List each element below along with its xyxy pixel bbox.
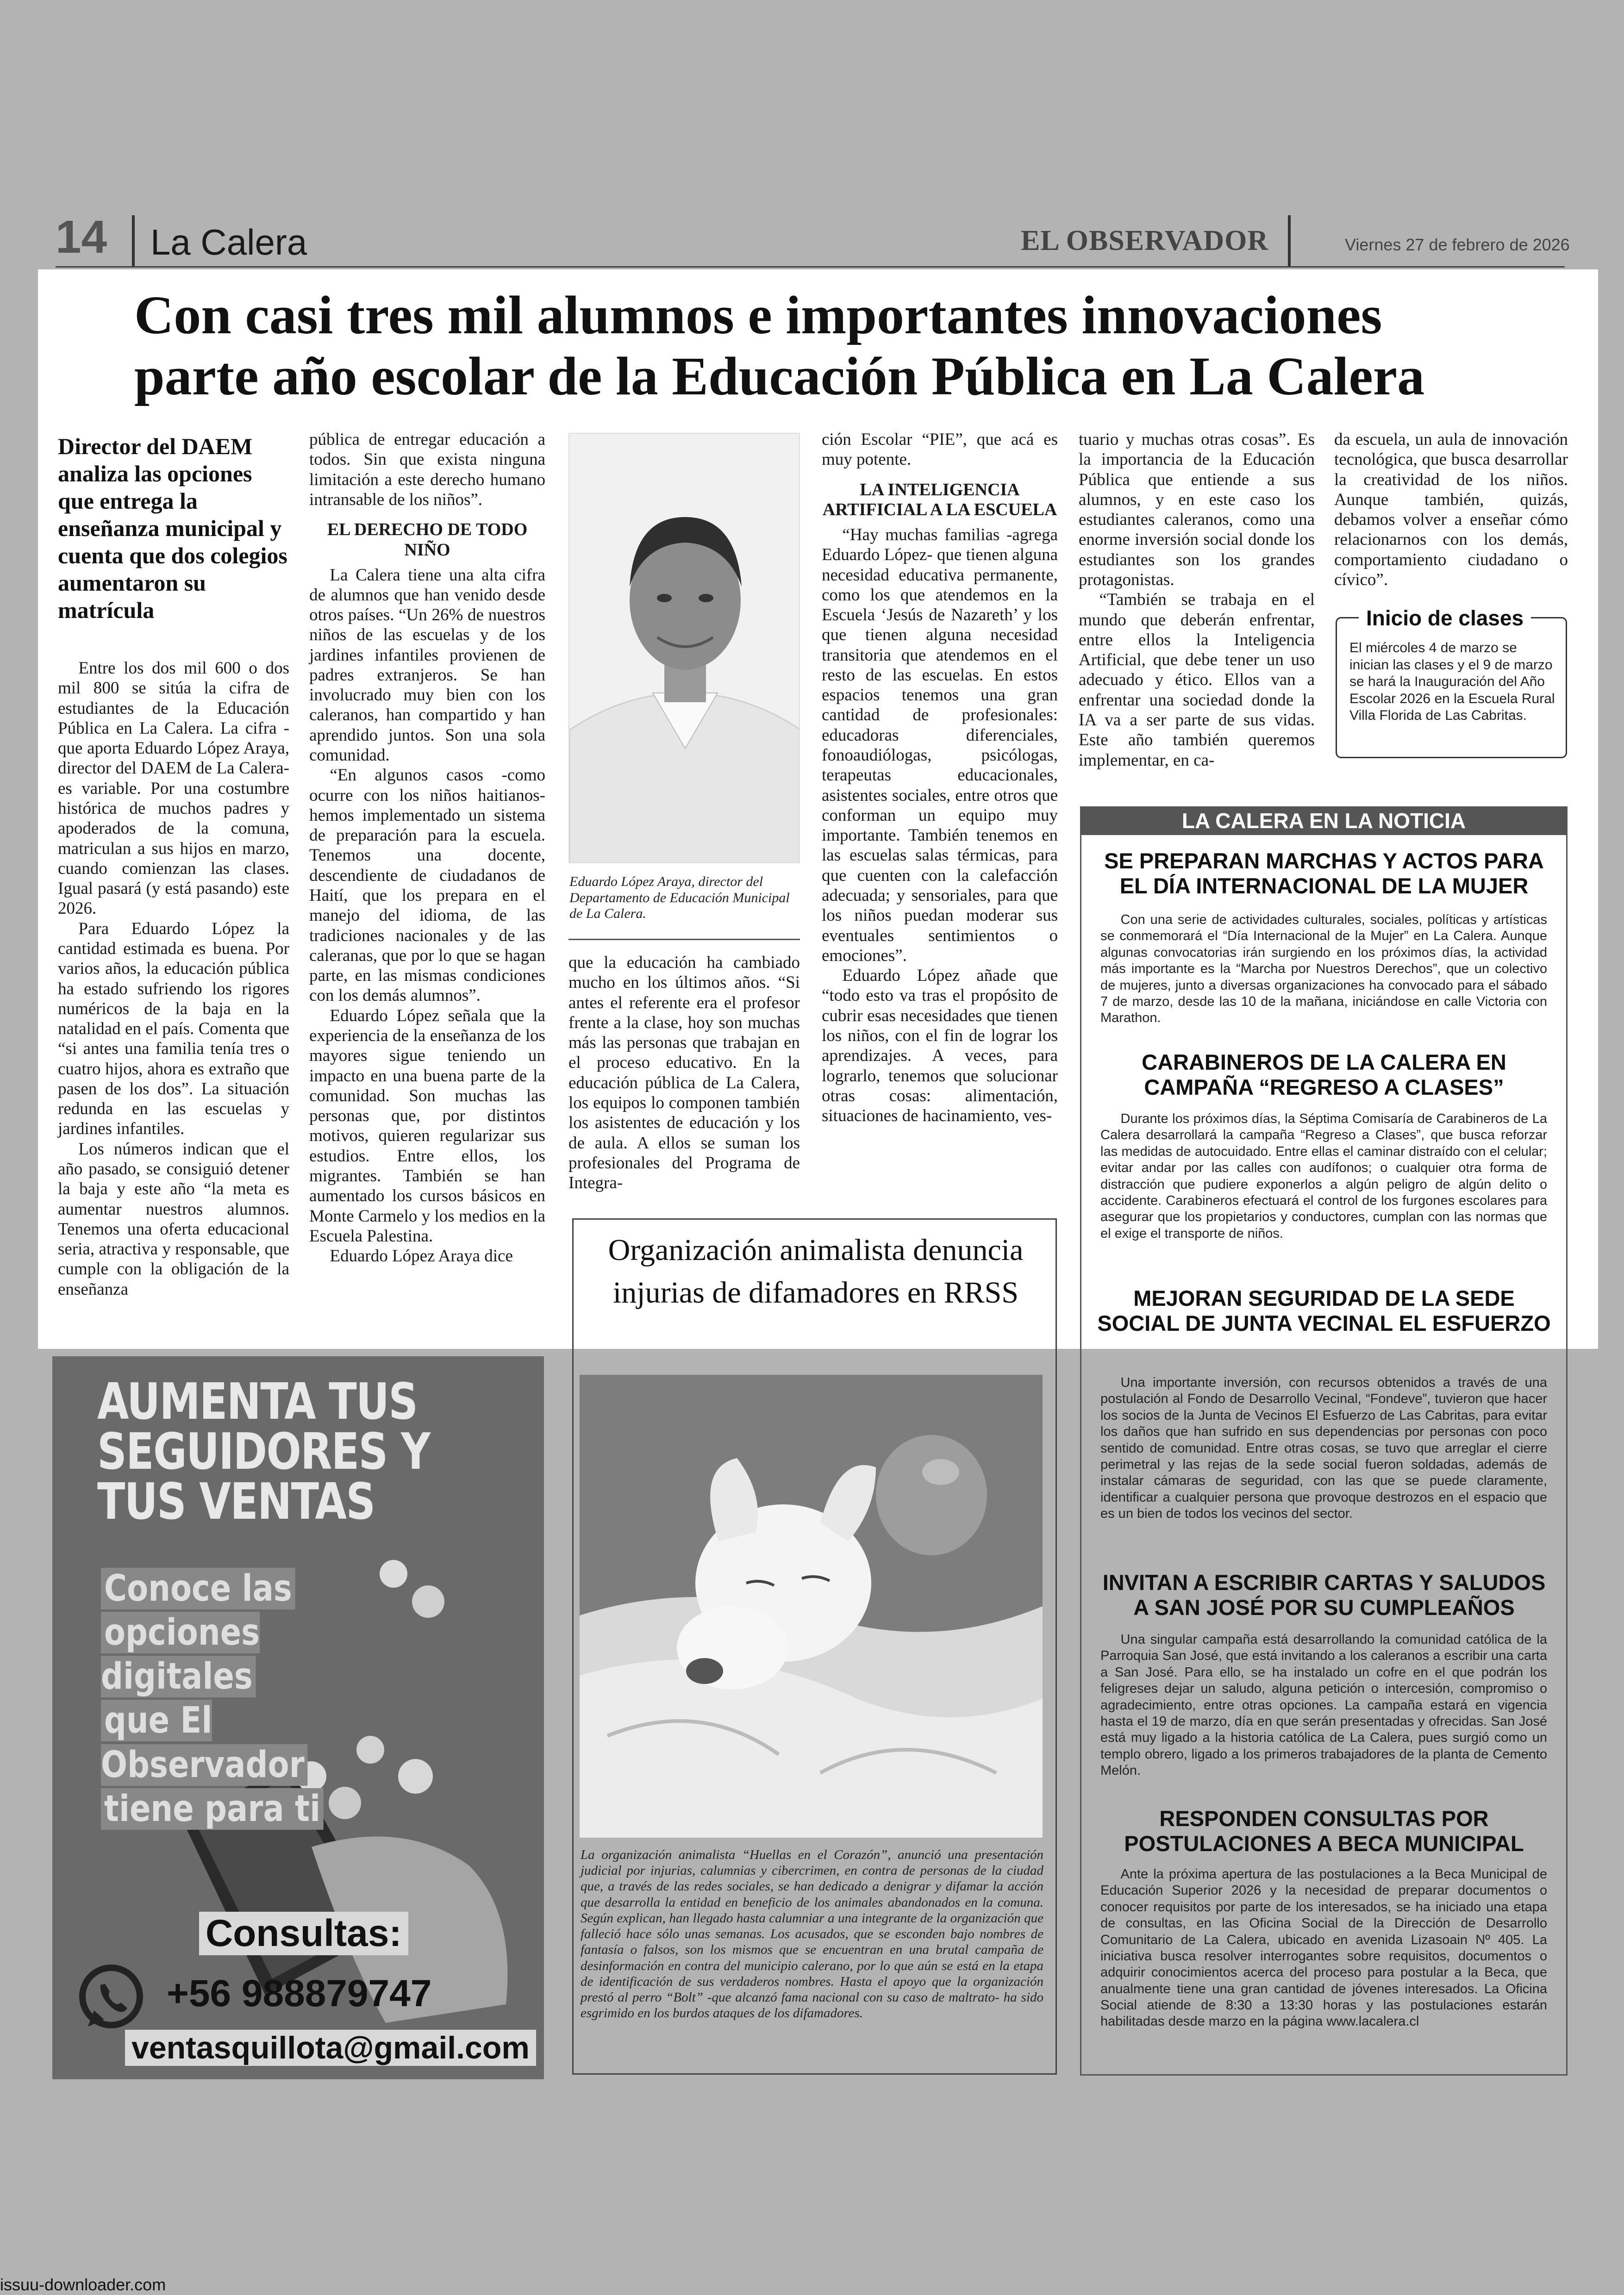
subheading: LA INTELIGENCIA ARTIFICIAL A LA ESCUELA bbox=[822, 480, 1057, 520]
article-deck: Director del DAEM analiza las opciones que entrega la enseñanza municipal y cuenta que dos colegios aumentaron su matrícula bbox=[58, 433, 287, 623]
paragraph: da escuela, un aula de innovación tecnológica, que busca desarrollar la creatividad de los niños. Aunque también, quizás, debamos volver a enseñar cómo relacionarnos con los demás, comportamiento ciudadano o cívico”. bbox=[1334, 430, 1568, 589]
news-item-body bbox=[1100, 1111, 1547, 1242]
paragraph: Los números indican que el año pasado, se consiguió detener la baja y este año “la meta es aumentar nuestros alumnos. Tenemos una oferta educacional seria, atractiva y responsable, que cumple con la obligación de la enseñanza bbox=[58, 1139, 289, 1299]
paragraph: “Hay muchas familias -agrega Eduardo López- que tienen alguna necesidad educativa permanente, como los que atendemos en la Escuela ‘Jesús de Nazareth’ y los que tienen alguna necesidad transitoria que atendemos en el resto de las escuelas. En estos espacios tenemos una gran cantidad de profesionales: educadoras diferenciales, fonoaudiólogas, psicólogas, terapeutas educacionales, asistentes sociales, entre otros que conforman un equipo muy importante. También tenemos en las escuelas salas térmicas, para que cuenten con la calefacción adecuada; y sensoriales, para que los niños puedan moderar sus eventuales sentimientos o emociones”. bbox=[822, 525, 1058, 965]
paragraph: tuario y muchas otras cosas”. Es la importancia de la Educación Pública que entiende a sus alumnos, y en este caso los estudiantes caleranos, como una enorme inversión social donde los estudiantes son los grandes protagonistas. bbox=[1079, 430, 1315, 589]
article-column-1 bbox=[58, 658, 289, 1299]
article-column-5 bbox=[1079, 430, 1315, 770]
article-column-4 bbox=[822, 430, 1058, 1126]
article-column-3 bbox=[568, 953, 800, 1193]
news-item-body bbox=[1100, 1632, 1547, 1779]
ad-subtitle-line: que El Observador bbox=[101, 1700, 308, 1785]
subheading: EL DERECHO DE TODO NIÑO bbox=[327, 520, 528, 560]
watermark: issuu-downloader.com bbox=[0, 2275, 166, 2294]
news-item-title: RESPONDEN CONSULTAS POR POSTULACIONES A BECA MUNICIPAL bbox=[1124, 1806, 1524, 1856]
paragraph: Eduardo López señala que la experiencia de la enseñanza de los mayores sigue teniendo un impacto en una buena parte de la comunidad. Son muchas las personas que, por distintos motivos, quieren regularizar sus estudios. Entre ellos, los migrantes. También se han aumentado los cursos básicos en Monte Carmelo y los medios en la Escuela Palestina. bbox=[309, 1006, 545, 1246]
paragraph: “En algunos casos -como ocurre con los niños haitianos- hemos implementado un sistema de preparación para la escuela. Tenemos una docente, descendiente de ciudadanos de Haití, que los prepara en el manejo del idioma, de las tradiciones nacionales y de las caleranas, que por lo que se hagan parte, en las mismas condiciones con los demás alumnos”. bbox=[309, 766, 545, 1005]
ad-phone[interactable]: +56 988879747 bbox=[167, 1972, 432, 2014]
portrait-photo bbox=[568, 433, 800, 863]
ad-headline-line: TUS VENTAS bbox=[97, 1473, 375, 1531]
news-sidebar-title: LA CALERA EN LA NOTICIA bbox=[1080, 806, 1568, 835]
headline-line: Con casi tres mil alumnos e importantes innovaciones bbox=[134, 285, 1382, 345]
info-box-body: El miércoles 4 de marzo se inician las clases y el 9 de marzo se hará la Inauguración del Año Escolar 2026 en la Escuela Rural Villa Florida de Las Cabritas. bbox=[1349, 640, 1555, 723]
ad-headline bbox=[97, 1373, 439, 1531]
news-item-title: CARABINEROS DE LA CALERA EN CAMPAÑA “REGRESO A CLASES” bbox=[1142, 1050, 1506, 1100]
paragraph: Entre los dos mil 600 o dos mil 800 se sitúa la cifra de estudiantes de la Educación Pública en La Calera. La cifra -que aporta Eduardo López Araya, director del DAEM de La Calera- es variable. Por una costumbre histórica de muchos padres y apoderados de la comuna, matriculan a sus hijos en marzo, cuando comienzan las clases. Igual pasará (y está pasando) este 2026. bbox=[58, 659, 289, 918]
paragraph: ción Escolar “PIE”, que acá es muy potente. bbox=[822, 430, 1058, 469]
paragraph: que la educación ha cambiado mucho en los últimos años. “Si antes el referente era el profesor frente a la clase, hoy son muchas más las personas que trabajan en el proceso educativo. En la educación pública de La Calera, los equipos lo componen también los asistentes de educación y los de aula. A ellos se suman los profesionales del Programa de Integra- bbox=[568, 953, 800, 1193]
ad-headline-line: AUMENTA TUS bbox=[97, 1373, 418, 1431]
paragraph: La Calera tiene una alta cifra de alumnos que han venido desde otros países. “Un 26% de nuestros niños de las escuelas y de los jardines infantiles provienen de padres extranjeros. Se han involucrado muy bien con los caleranos, han compartido y han aprendido juntos. Son una sola comunidad. bbox=[309, 565, 545, 765]
news-paragraph: Una importante inversión, con recursos obtenidos a través de una postulación al Fondo de Desarrollo Vecinal, “Fondeve”, tuvieron que hacer los socios de la Junta de Vecinos El Esfuerzo de Las Cabritas, para evitar los daños que han sufrido en sus dependencias por personas con poco sentido de comunidad. Entre otras cosas, se tuvo que arreglar el cierre perimetral y las rejas de la sede social fueron soldadas, además de instalar cámaras de seguridad, con las que se puede claramente, identificar a cualquier persona que provoque destrozos en el espacio que es un bien de todos los vecinos del sector. bbox=[1100, 1375, 1547, 1521]
news-paragraph: Durante los próximos días, la Séptima Comisaría de Carabineros de La Calera desarrollará la campaña “Regreso a Clases”, que busca reforzar las medidas de autocuidado. Entre ellas el caminar distraído con el celular; evitar andar por las calles con audífonos; o cualquier otra forma de distracción que pudiere exponerlos a algún peligro de algún delito o accidente. Carabineros efectuará el control de los furgones escolares para asegurar que los propietarios y conductores, cumplan con las normas que el exige el transporte de niños. bbox=[1100, 1111, 1547, 1241]
news-paragraph: Con una serie de actividades culturales, sociales, políticas y artísticas se conmemorará el “Día Internacional de la Mujer” en La Calera. Aunque algunas convocatorias irán surgiendo en los próximos días, la actividad más importante es la “Marcha por Nuestros Derechos”, que un colectivo de mujeres, junto a diversas organizaciones ha convocado para el sábado 7 de marzo, desde las 10 de la mañana, iniciándose en calle Victoria con Marathon. bbox=[1100, 912, 1547, 1026]
ad-subtitle-line: tiene para ti bbox=[101, 1788, 324, 1830]
news-item-body bbox=[1100, 912, 1547, 1027]
dog-photo bbox=[580, 1375, 1043, 1838]
ad-subtitle-line: opciones digitales bbox=[101, 1612, 260, 1698]
paragraph: Eduardo López añade que “todo esto va tras el propósito de cubrir esas necesidades que tienen los niños, con el fin de lograr los aprendizajes. A veces, para lograrlo, tenemos que solucionar otras cosas: alimentación, situaciones de hacinamiento, ves- bbox=[822, 966, 1058, 1126]
headline-line: parte año escolar de la Educación Pública en La Calera bbox=[134, 346, 1425, 407]
ad-headline-line: SEGUIDORES Y bbox=[97, 1423, 430, 1481]
dog-illustration bbox=[580, 1375, 1043, 1838]
news-paragraph: Una singular campaña está desarrollando la comunidad católica de la Parroquia San José, que está invitando a los caleranos a escribir una carta a San José. Para ello, se ha instalado un cofre en el que podrán los feligreses dejar un saludo, alguna petición o intercesión, compromiso o agradecimiento, entre otras opciones. La campaña estará en vigencia hasta el 19 de marzo, día en que serán presentadas y ofrecidas. San José está muy ligado a la historia católica de La Calera, pues surgió como un templo obrero, ligado a los primeros trabajadores de la planta de Cemento Melón. bbox=[1100, 1632, 1547, 1778]
news-paragraph: Ante la próxima apertura de las postulaciones a la Beca Municipal de Educación Superior 2026 y la necesidad de preparar documentos o conocer requisitos por parte de los interesados, se ha iniciado una etapa de consultas, en las Oficina Social de la Dirección de Desarrollo Comunitario de La Calera, ubicado en avenida Lizasoain Nº 405. La iniciativa busca resolver interrogantes sobre requisitos, documentos o adquirir conocimientos acerca del proceso para postular a la Beca, que anualmente tiene una gran cantidad de jóvenes interesados. La Oficina Social atiende de 8:30 a 13:30 horas y las postulaciones estarán habilitadas desde marzo en la página www.lacalera.cl bbox=[1100, 1867, 1547, 2029]
news-item-title: SE PREPARAN MARCHAS Y ACTOS PARA EL DÍA INTERNACIONAL DE LA MUJER bbox=[1104, 848, 1544, 898]
header-divider bbox=[1288, 215, 1291, 266]
portrait-illustration bbox=[569, 434, 800, 863]
masthead: EL OBSERVADOR bbox=[1021, 225, 1269, 256]
header-divider bbox=[132, 215, 135, 266]
paragraph: “También se trabaja en el mundo que deberán enfrentar, entre ellos la Inteligencia Artificial, que debe tener un uso adecuado y ético. Ellos van a enfrentar una sociedad donde la IA va a ser parte de sus vidas. Este año también queremos implementar, en ca- bbox=[1079, 590, 1315, 770]
whatsapp-icon bbox=[76, 1962, 146, 2031]
info-box-title: Inicio de clases bbox=[1359, 605, 1531, 630]
article-headline bbox=[134, 285, 1523, 407]
header-rule bbox=[56, 266, 1565, 268]
news-item-body bbox=[1100, 1866, 1547, 2030]
photo-caption: Eduardo López Araya, director del Departamento de Educación Municipal de La Calera. bbox=[569, 874, 790, 921]
page-number: 14 bbox=[56, 211, 107, 263]
article-column-2 bbox=[309, 430, 545, 1266]
news-item-title: MEJORAN SEGURIDAD DE LA SEDE SOCIAL DE JUNTA VECINAL EL ESFUERZO bbox=[1097, 1286, 1551, 1336]
paragraph: Para Eduardo López la cantidad estimada es buena. Por varios años, la educación pública ha estado sufriendo los rigores numéricos de la baja en la natalidad en el país. Comenta que “si antes una familia tenía tres o cuatro hijos, ahora es extraño que pasen de los dos”. La situación redunda en las escuelas y jardines infantiles. bbox=[58, 919, 289, 1139]
article-column-6 bbox=[1334, 430, 1568, 590]
ad-subtitle-line: Conoce las bbox=[101, 1568, 295, 1609]
animal-article-caption: La organización animalista “Huellas en el Corazón”, anunció una presentación judicial por injurias, calumnias y cibercrimen, en contra de personas de la ciudad que, a través de las redes sociales, se han dedicado a denigrar y difamar la acción que desarrolla la entidad en beneficio de los animales abandonados en la comuna. Según explican, han llegado hasta calumniar a una integrante de la organización que falleció hace sólo unas semanas. Los acusados, que se esconden bajo nombres de fantasía o falsos, son los mismos que se encuentran en una brutal campaña de desinformación en contra del municipio calerano, por lo que aún se está en la etapa de identificación de sus verdaderos nombres. Hasta el apoyo que la organización prestó al perro “Bolt” -que alcanzó fama nacional con su caso de maltrato- ha sido esgrimido en los burdos ataques de los difamadores. bbox=[581, 1847, 1043, 2021]
issue-date: Viernes 27 de febrero de 2026 bbox=[1345, 235, 1570, 254]
ad-email[interactable]: ventasquillota@gmail.com bbox=[125, 2030, 536, 2066]
paragraph: Eduardo López Araya dice bbox=[330, 1247, 513, 1266]
caption-rule bbox=[568, 939, 800, 940]
ad-consultas-label: Consultas: bbox=[199, 1912, 408, 1955]
paragraph: pública de entregar educación a todos. Sin que exista ninguna limitación a este derecho humano intransable de los niños”. bbox=[309, 430, 545, 509]
section-name: La Calera bbox=[150, 222, 307, 262]
news-item-title: INVITAN A ESCRIBIR CARTAS Y SALUDOS A SAN JOSÉ POR SU CUMPLEAÑOS bbox=[1102, 1570, 1546, 1620]
news-item-body bbox=[1100, 1375, 1547, 1522]
animal-article-title: Organización animalista denuncia injurias de difamadores en RRSS bbox=[608, 1233, 1024, 1310]
ad-subtitle bbox=[101, 1567, 419, 1831]
